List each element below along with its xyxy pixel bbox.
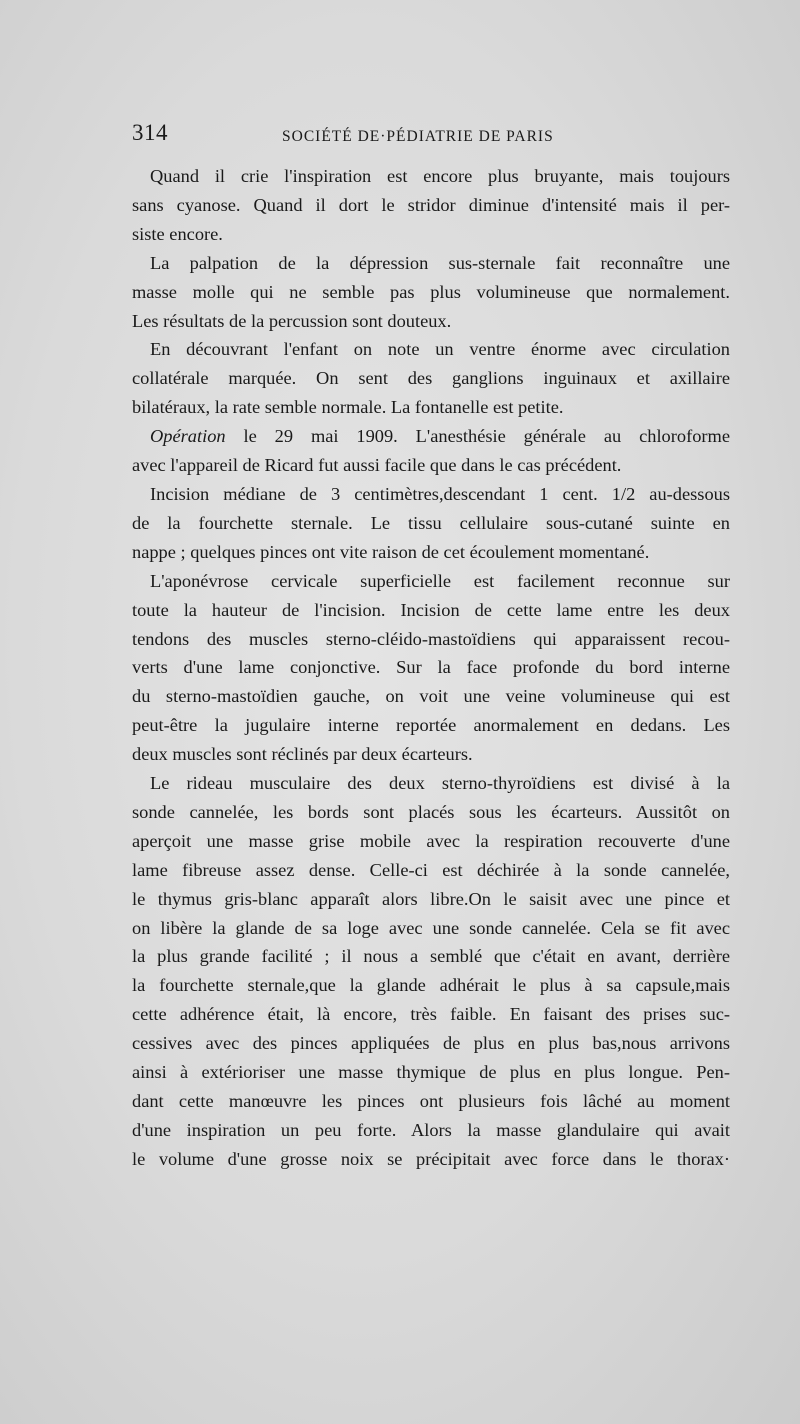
operation-line-rest: le 29 mai 1909. L'anesthésie générale au chloroforme [243,426,730,447]
text-line: tendons des muscles sterno-cléido-mastoïdiens qui apparaissent recou- [132,628,730,649]
text-line: ainsi à extérioriser une masse thymique de plus en plus longue. Pen- [132,1062,730,1083]
text-line: Le rideau musculaire des deux sterno-thyroïdiens est divisé à la [150,773,730,794]
text-line: siste encore. [132,223,223,244]
text-line: Les résultats de la percussion sont douteux. [132,310,452,331]
text-line: le thymus gris-blanc apparaît alors libre.On le saisit avec une pince et [132,888,730,909]
text-line: cette adhérence était, là encore, très faible. En faisant des prises suc- [132,1004,730,1025]
text-line: le volume d'une grosse noix se précipitait avec force dans le thorax· [132,1148,730,1169]
text-line: La palpation de la dépression sus-sternale fait reconnaître une [150,252,730,273]
text-line: collatérale marquée. On sent des ganglions inguinaux et axillaire [132,368,730,389]
text-line: on libère la glande de sa loge avec une sonde cannelée. Cela se fit avec [132,917,730,938]
text-line: du sterno-mastoïdien gauche, on voit une veine volumineuse qui est [132,686,730,707]
running-title: SOCIÉTÉ DE·PÉDIATRIE DE PARIS [282,128,554,145]
page-header [132,120,730,152]
text-line: d'une inspiration un peu forte. Alors la masse glandulaire qui avait [132,1119,730,1140]
text-line: sonde cannelée, les bords sont placés sous les écarteurs. Aussitôt on [132,801,730,822]
text-line: deux muscles sont réclinés par deux écarteurs. [132,744,473,765]
text-line: de la fourchette sternale. Le tissu cellulaire sous-cutané suinte en [132,512,730,533]
page-number: 314 [132,120,168,145]
text-line: masse molle qui ne semble pas plus volumineuse que normalement. [132,281,730,302]
text-line: aperçoit une masse grise mobile avec la respiration recouverte d'une [132,830,730,851]
text-line: toute la hauteur de l'incision. Incision de cette lame entre les deux [132,599,730,620]
text-line: avec l'appareil de Ricard fut aussi facile que dans le cas précédent. [132,455,622,476]
text-line: nappe ; quelques pinces ont vite raison de cet écoulement momentané. [132,541,650,562]
text-line: lame fibreuse assez dense. Celle-ci est déchirée à la sonde cannelée, [132,859,730,880]
text-line: verts d'une lame conjonctive. Sur la face profonde du bord interne [132,657,730,678]
body-text [132,162,730,1174]
text-line: bilatéraux, la rate semble normale. La fontanelle est petite. [132,397,564,418]
text-line: sans cyanose. Quand il dort le stridor diminue d'intensité mais il per- [132,194,730,215]
text-line: L'aponévrose cervicale superficielle est facilement reconnue sur [150,570,730,591]
text-line: la plus grande facilité ; il nous a semblé que c'était en avant, derrière [132,946,730,967]
text-line: Quand il crie l'inspiration est encore plus bruyante, mais toujours [150,166,730,186]
text-line: dant cette manœuvre les pinces ont plusieurs fois lâché au moment [132,1091,730,1111]
text-line: la fourchette sternale,que la glande adhérait le plus à sa capsule,mais [132,975,730,996]
text-line: peut-être la jugulaire interne reportée anormalement en dedans. Les [132,715,730,736]
operation-heading: Opération [150,426,226,447]
text-line: cessives avec des pinces appliquées de plus en plus bas,nous arrivons [132,1033,730,1054]
text-line-operation [132,422,730,451]
text-line: En découvrant l'enfant on note un ventre énorme avec circulation [150,339,730,360]
text-line: Incision médiane de 3 centimètres,descendant 1 cent. 1/2 au-dessous [150,483,730,504]
